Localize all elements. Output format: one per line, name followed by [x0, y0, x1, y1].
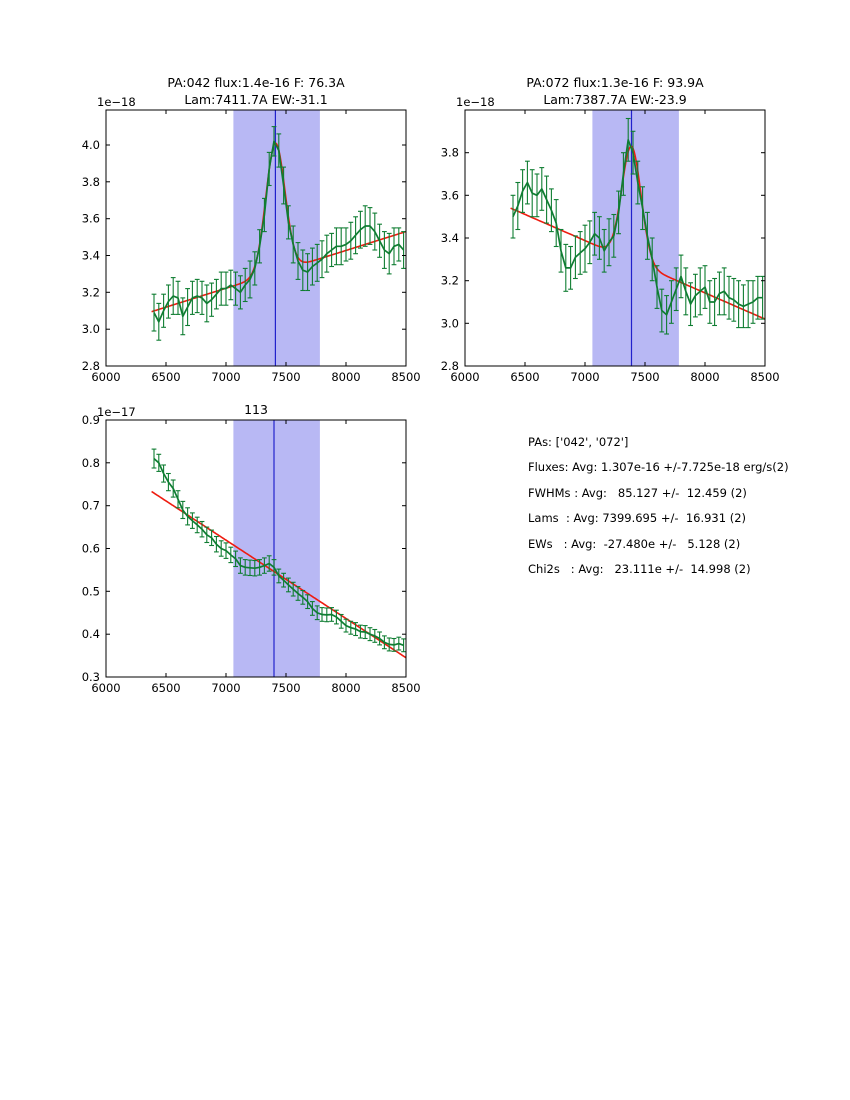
stats-line: EWs : Avg: -27.480e +/- 5.128 (2) [528, 536, 741, 551]
chart-title-line: PA:042 flux:1.4e-16 F: 76.3A [167, 75, 345, 90]
y-axis-offset-label: 1e−18 [456, 95, 495, 109]
x-tick-label: 6500 [510, 370, 540, 384]
x-tick-label: 8000 [690, 370, 720, 384]
y-tick-label: 0.3 [81, 670, 100, 684]
chart-pa042 [82, 75, 421, 384]
y-tick-label: 3.4 [440, 231, 459, 245]
y-tick-label: 2.8 [440, 359, 459, 373]
y-tick-label: 3.2 [440, 273, 459, 288]
x-tick-label: 8500 [391, 681, 421, 695]
stats-line: Fluxes: Avg: 1.307e-16 +/-7.725e-18 erg/s(2) [528, 460, 789, 475]
stats-line: PAs: ['042', '072'] [528, 435, 629, 449]
chart-title-line: 113 [244, 402, 268, 417]
y-tick-label: 3.8 [81, 174, 100, 189]
y-tick-label: 0.6 [81, 541, 100, 556]
chart-title-line: Lam:7411.7A EW:-31.1 [184, 92, 328, 107]
x-tick-label: 7000 [211, 681, 241, 695]
x-tick-label: 7500 [271, 681, 301, 695]
x-tick-label: 8500 [391, 370, 421, 384]
x-tick-label: 6000 [91, 681, 121, 695]
stats-line: FWHMs : Avg: 85.127 +/- 12.459 (2) [528, 485, 747, 500]
x-tick-label: 7000 [570, 370, 600, 384]
y-tick-label: 3.4 [81, 248, 100, 263]
stats-line: Chi2s : Avg: 23.111e +/- 14.998 (2) [528, 562, 751, 577]
fit-window-band [233, 110, 320, 366]
y-tick-label: 2.8 [81, 359, 100, 373]
x-tick-label: 8000 [331, 370, 361, 384]
chart-pa072 [441, 75, 780, 384]
chart-title-line: Lam:7387.7A EW:-23.9 [543, 92, 687, 107]
y-tick-label: 3.0 [81, 322, 100, 337]
chart-combined-113 [82, 402, 421, 695]
chart-title-line: PA:072 flux:1.3e-16 F: 93.9A [526, 75, 704, 90]
y-axis-offset-label: 1e−17 [97, 405, 136, 419]
stats-line: Lams : Avg: 7399.695 +/- 16.931 (2) [528, 511, 747, 526]
y-tick-label: 0.7 [81, 498, 100, 513]
stats-panel [528, 430, 789, 582]
x-tick-label: 8500 [750, 370, 780, 384]
fit-window-band [592, 110, 679, 366]
y-tick-label: 0.8 [81, 455, 100, 470]
x-tick-label: 7500 [271, 370, 301, 384]
x-tick-label: 6500 [151, 681, 181, 695]
y-tick-label: 3.6 [81, 211, 100, 226]
y-tick-label: 4.0 [81, 138, 100, 152]
y-axis-offset-label: 1e−18 [97, 95, 136, 109]
y-tick-label: 3.2 [81, 285, 100, 300]
x-tick-label: 7000 [211, 370, 241, 384]
y-tick-label: 3.6 [440, 188, 459, 203]
y-tick-label: 0.5 [81, 584, 100, 599]
x-tick-label: 7500 [630, 370, 660, 384]
y-tick-label: 0.9 [81, 413, 100, 427]
x-tick-label: 6500 [151, 370, 181, 384]
y-tick-label: 0.4 [81, 627, 100, 642]
y-tick-label: 3.8 [440, 145, 459, 160]
y-tick-label: 3.0 [440, 316, 459, 331]
x-tick-label: 6000 [91, 370, 121, 384]
fit-window-band [233, 420, 320, 677]
x-tick-label: 8000 [331, 681, 361, 695]
x-tick-label: 6000 [450, 370, 480, 384]
